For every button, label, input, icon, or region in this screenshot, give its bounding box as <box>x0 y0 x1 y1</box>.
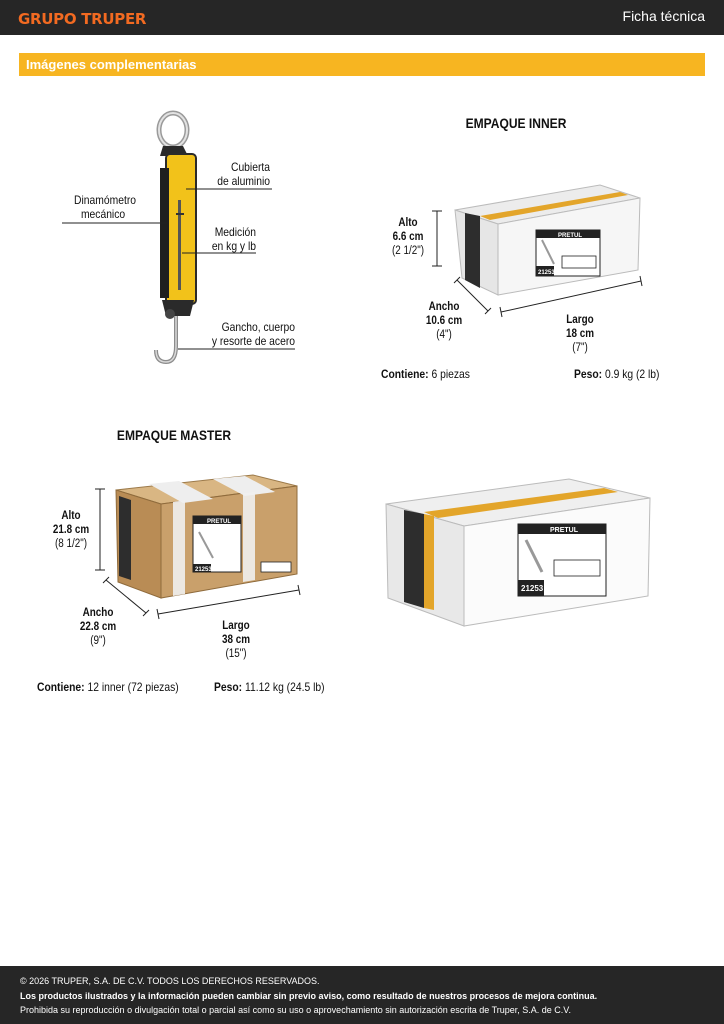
master-contiene <box>37 680 192 694</box>
label-dinamometro-line1: Dinamómetro <box>74 193 136 207</box>
inner-largo-in: (7") <box>572 342 588 354</box>
master-ancho-label: Ancho <box>82 607 114 619</box>
brand-logo: GRUPO TRUPER <box>18 10 147 28</box>
master-contiene-value: 12 inner (72 piezas) <box>87 680 179 694</box>
inner-box-large-code: 21253 <box>521 584 544 593</box>
inner-peso-value: 0.9 kg (2 lb) <box>604 367 660 381</box>
footer <box>0 966 724 1024</box>
master-alto-cm: 21.8 cm <box>52 524 90 536</box>
inner-contiene-label: Contiene: <box>381 367 429 381</box>
master-ancho-cm: 22.8 cm <box>79 621 117 633</box>
master-largo-cm: 38 cm <box>221 634 251 646</box>
footer-copyright: © 2026 TRUPER, S.A. DE C.V. TODOS LOS DERECHOS RESERVADOS. <box>20 976 320 986</box>
master-peso <box>214 680 334 694</box>
master-peso-value: 11.12 kg (24.5 lb) <box>244 680 325 694</box>
master-peso-label: Peso: <box>214 680 243 694</box>
label-cubierta-line2: de aluminio <box>217 174 270 188</box>
master-largo-label: Largo <box>222 620 250 632</box>
master-contiene-label: Contiene: <box>37 680 85 694</box>
label-medicion-line1: Medición <box>214 225 256 239</box>
inner-ancho-cm: 10.6 cm <box>425 315 463 327</box>
label-dinamometro-line2: mecánico <box>80 207 126 221</box>
master-alto-label: Alto <box>61 510 81 522</box>
label-cubierta-line1: Cubierta <box>230 160 270 174</box>
master-alto-dimension <box>44 509 97 551</box>
master-largo-dimension <box>210 619 262 661</box>
inner-contiene-value: 6 piezas <box>431 367 470 381</box>
footer-notice: Los productos ilustrados y la información pueden cambiar sin previo aviso, como resultado de nuestros procesos de mejora continua. <box>20 991 598 1001</box>
inner-title: EMPAQUE INNER <box>465 115 567 131</box>
inner-alto-cm: 6.6 cm <box>392 231 424 243</box>
inner-alto-label: Alto <box>398 217 418 229</box>
master-largo-in: (15") <box>225 648 247 660</box>
inner-box-code: 21253 <box>538 270 555 276</box>
inner-peso-label: Peso: <box>574 367 603 381</box>
label-gancho-line1: Gancho, cuerpo <box>221 320 295 334</box>
footer-legal: Prohibida su reproducción o divulgación total o parcial así como su uso o aprovechamiento sin autorización escrita de Truper, S.A. de C.V. <box>20 1005 571 1015</box>
label-medicion-line2: en kg y lb <box>211 239 256 253</box>
master-ancho-dimension <box>70 606 125 648</box>
section-title: Imágenes complementarias <box>26 57 197 72</box>
inner-largo-cm: 18 cm <box>565 328 595 340</box>
master-ancho-in: (9") <box>90 635 106 647</box>
inner-box-large-image <box>384 476 652 628</box>
inner-box-large-brand: PRETUL <box>550 527 578 534</box>
master-box-brand: PRETUL <box>207 519 231 525</box>
inner-alto-in: (2 1/2") <box>391 245 425 257</box>
inner-ancho-in: (4") <box>436 329 452 341</box>
inner-box-brand: PRETUL <box>558 233 582 239</box>
inner-largo-label: Largo <box>566 314 594 326</box>
master-alto-in: (8 1/2") <box>54 538 88 550</box>
document-type: Ficha técnica <box>622 8 705 24</box>
label-gancho-line2: y resorte de acero <box>211 334 295 348</box>
inner-ancho-label: Ancho <box>428 301 460 313</box>
master-title: EMPAQUE MASTER <box>116 427 232 443</box>
master-box-code: 21253 <box>195 567 212 573</box>
